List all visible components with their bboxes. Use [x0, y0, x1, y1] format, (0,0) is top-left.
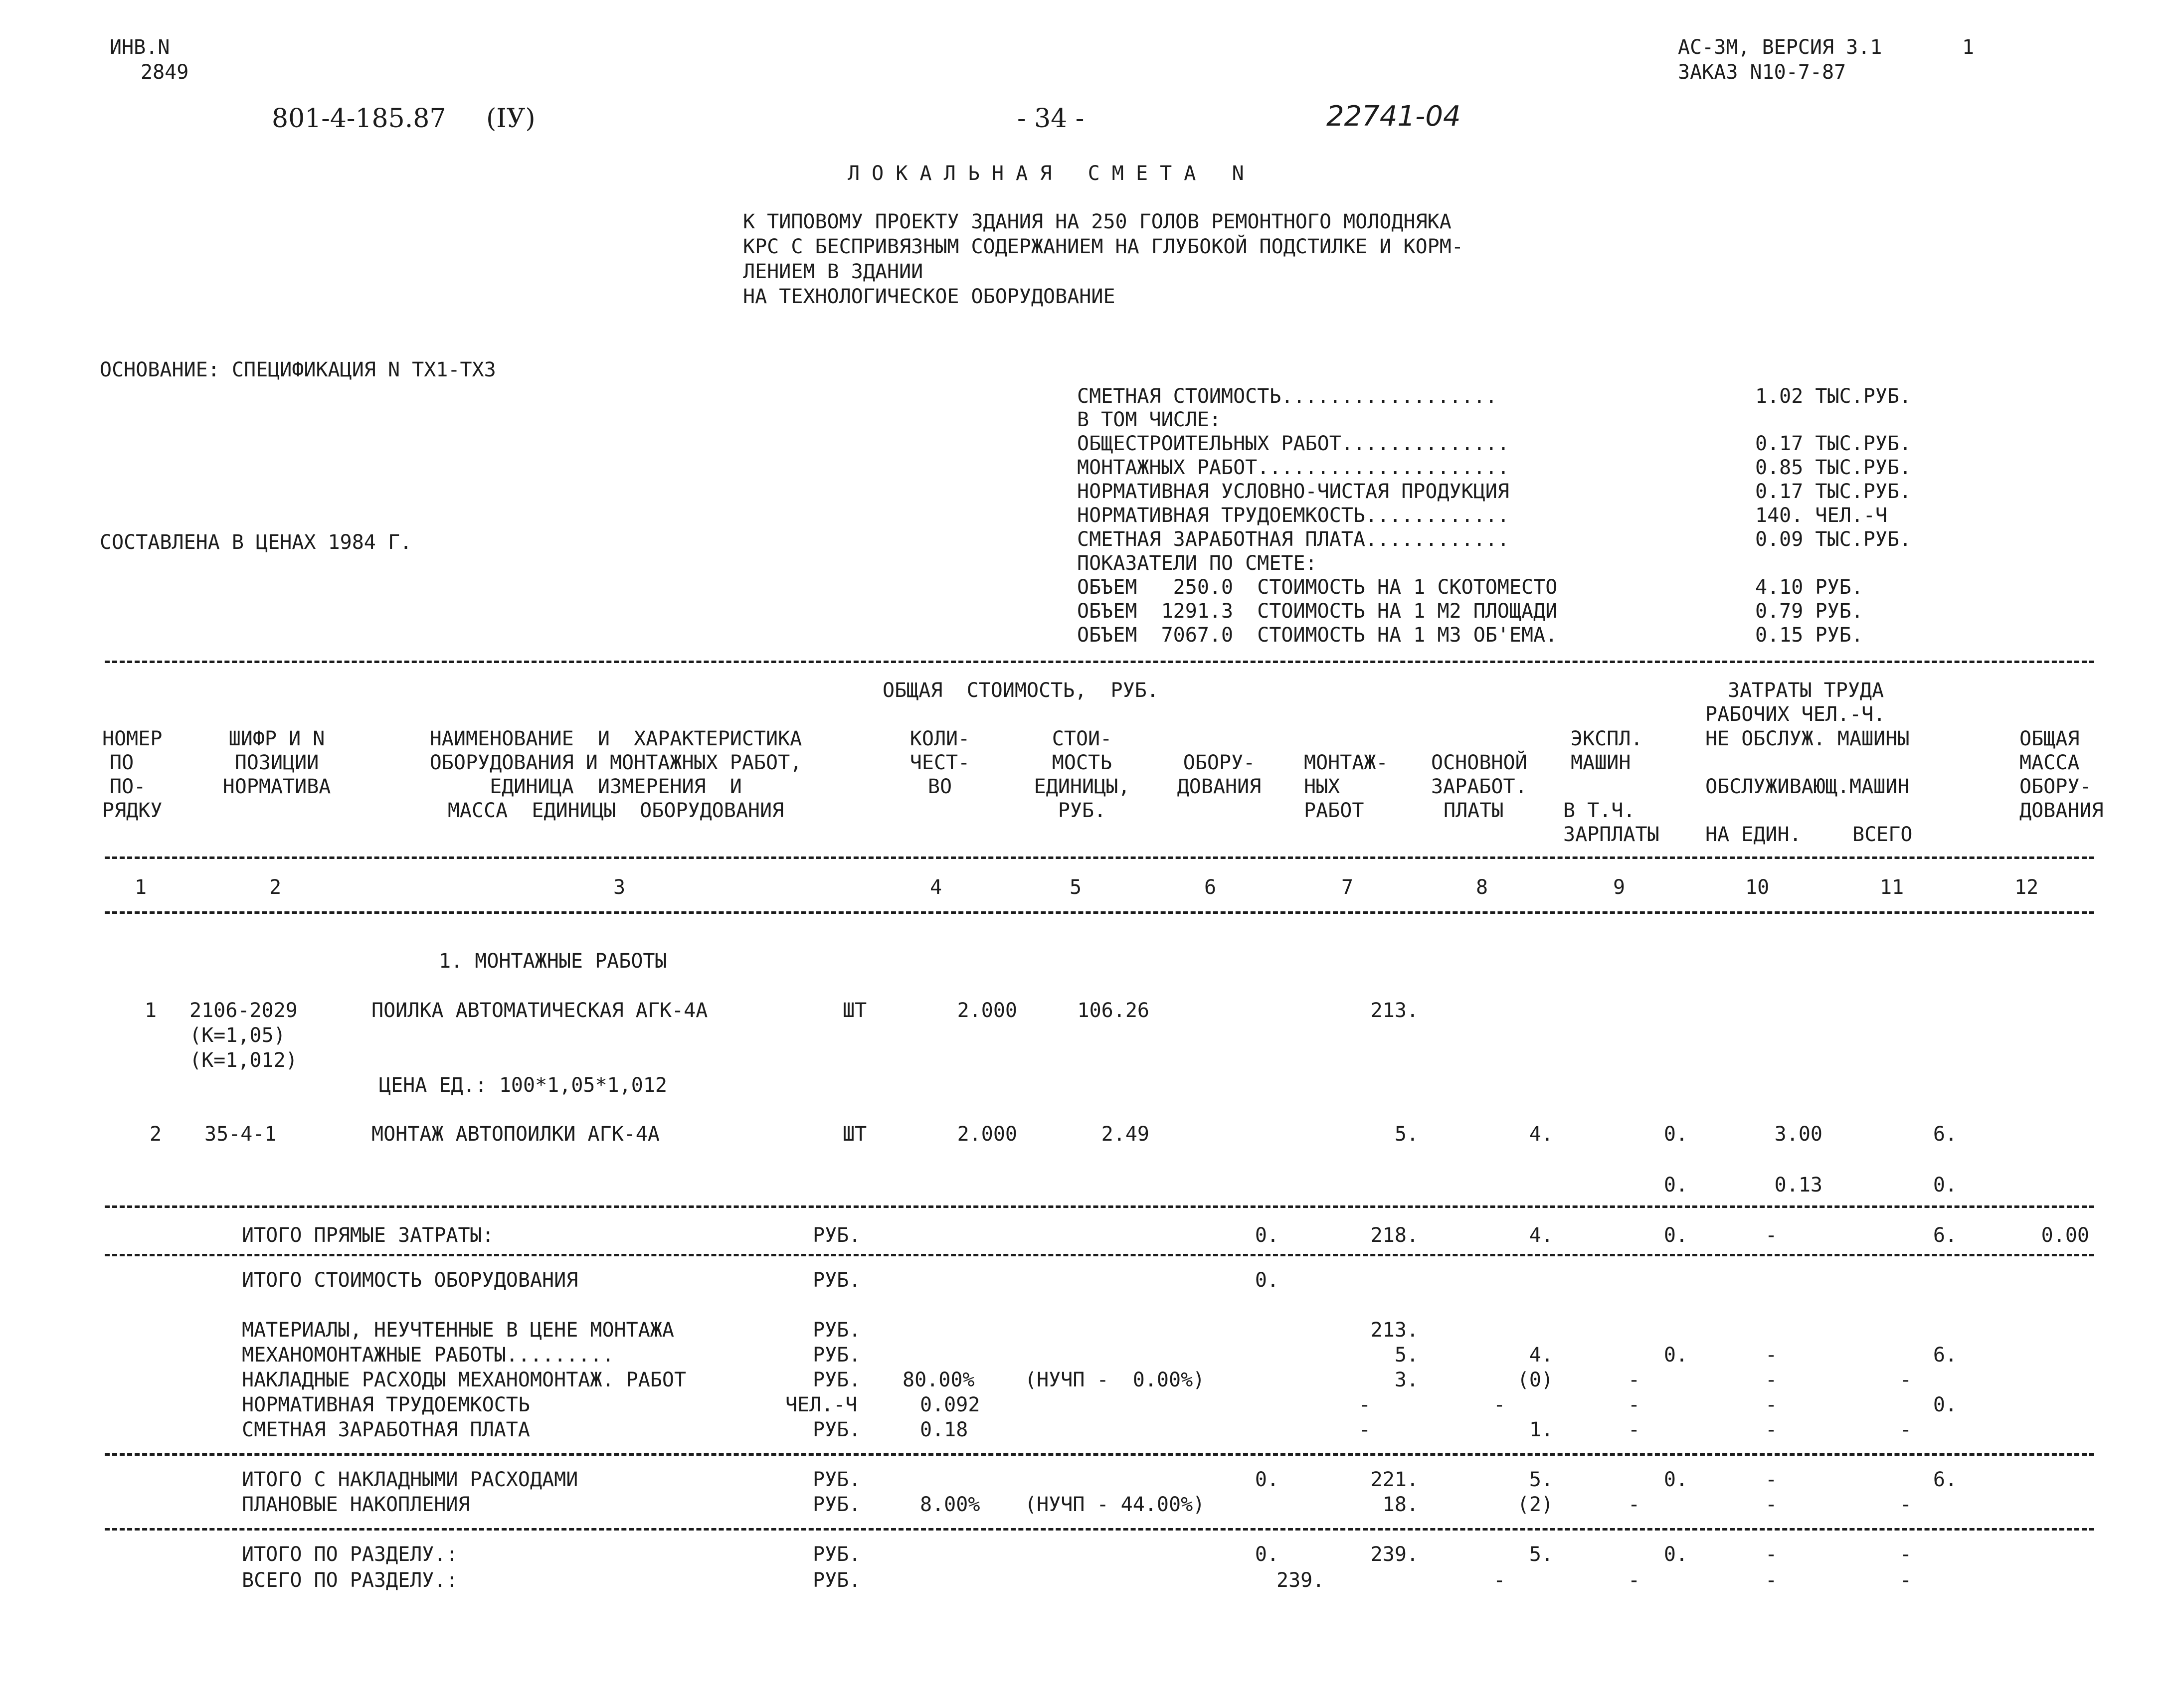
header-labor-unserved: НЕ ОБСЛУЖ. МАШИНЫ	[1705, 727, 1910, 750]
wage-fund-value: 0.18	[920, 1418, 968, 1441]
project-volume: (IУ)	[486, 104, 536, 134]
row-unit: ШТ	[843, 1123, 867, 1146]
header-col-1: ПО-	[110, 775, 146, 798]
with-overhead-wage: 5.	[1529, 1468, 1553, 1491]
total-direct-machines: 0.	[1663, 1224, 1688, 1247]
header-col-6: ОБОРУ-	[1183, 751, 1256, 774]
header-col-8: ПЛАТЫ	[1444, 799, 1504, 822]
total-equipment-value: 0.	[1255, 1269, 1279, 1292]
basis-line: ОСНОВАНИЕ: СПЕЦИФИКАЦИЯ N ТХ1-ТХ3	[100, 358, 496, 381]
section-total-equip: 0.	[1255, 1543, 1279, 1566]
planned-machines: -	[1628, 1493, 1640, 1516]
row-code: 2106-2029	[189, 999, 298, 1022]
summary-label: СМЕТНАЯ СТОИМОСТЬ..................	[1077, 385, 1497, 408]
row-qty: 2.000	[957, 999, 1017, 1022]
column-number: 8	[1476, 876, 1488, 899]
header-col-1: РЯДКУ	[102, 799, 163, 822]
section-grand-value: 239.	[1276, 1569, 1325, 1592]
with-overhead-unit: РУБ.	[813, 1468, 861, 1491]
column-number: 1	[135, 876, 147, 899]
header-col-10: НА ЕДИН.	[1705, 823, 1802, 846]
column-number: 10	[1745, 876, 1770, 899]
summary-label: МОНТАЖНЫХ РАБОТ.....................	[1077, 456, 1509, 479]
header-col-5: МОСТЬ	[1052, 751, 1112, 774]
row-price-note: ЦЕНА ЕД.: 100*1,05*1,012	[379, 1074, 667, 1097]
header-col-4: ВО	[927, 775, 952, 798]
materials-unit: РУБ.	[813, 1319, 861, 1342]
labor-norm-unit: ЧЕЛ.-Ч	[785, 1393, 858, 1416]
header-col-9: МАШИН	[1571, 751, 1631, 774]
row-unit-price: 2.49	[1101, 1123, 1149, 1146]
overhead-mount: 3.	[1394, 1368, 1419, 1391]
row-unit-price: 106.26	[1077, 999, 1149, 1022]
total-direct-mount: 218.	[1370, 1224, 1419, 1247]
table-divider	[105, 1528, 2094, 1531]
header-col-8: ОСНОВНОЙ	[1431, 751, 1527, 774]
summary-label: НОРМАТИВНАЯ УСЛОВНО-ЧИСТАЯ ПРОДУКЦИЯ	[1077, 480, 1509, 503]
header-col-9: ЗАРПЛАТЫ	[1563, 823, 1659, 846]
summary-value: 4.10 РУБ.	[1755, 576, 1863, 599]
total-direct-labor-unit: -	[1765, 1224, 1778, 1247]
summary-label: В ТОМ ЧИСЛЕ:	[1077, 408, 1221, 431]
header-col-5: СТОИ-	[1052, 727, 1112, 750]
planned-wage: (2)	[1517, 1493, 1553, 1516]
row-coefficient: (К=1,05)	[189, 1024, 286, 1047]
project-code: 801-4-185.87	[272, 104, 446, 134]
summary-label: ОБЪЕМ 250.0 СТОИМОСТЬ НА 1 СКОТОМЕСТО	[1077, 576, 1558, 599]
wage-fund-labor-unit: -	[1765, 1418, 1778, 1441]
section-grand-labor-unit: -	[1765, 1569, 1778, 1592]
row-machines: 0.	[1663, 1123, 1688, 1146]
summary-value: 1.02 ТЫС.РУБ.	[1755, 385, 1912, 408]
with-overhead-label: ИТОГО С НАКЛАДНЫМИ РАСХОДАМИ	[242, 1468, 578, 1491]
header-col-7: РАБОТ	[1304, 799, 1364, 822]
overhead-labor-total: -	[1900, 1368, 1912, 1391]
planned-labor-total: -	[1900, 1493, 1912, 1516]
row-qty: 2.000	[957, 1123, 1017, 1146]
section-total-labor-unit: -	[1765, 1543, 1778, 1566]
planned-nuchp: (НУЧП - 44.00%)	[1025, 1493, 1205, 1516]
wage-fund-machines: -	[1628, 1418, 1640, 1441]
total-direct-labor-total: 6.	[1933, 1224, 1957, 1247]
labor-norm-value: 0.092	[920, 1393, 980, 1416]
section-total-labor-total: -	[1900, 1543, 1912, 1566]
row-wage: 4.	[1529, 1123, 1553, 1146]
document-number: 22741-04	[1326, 100, 1461, 133]
overhead-unit: РУБ.	[813, 1368, 861, 1391]
header-col-8: ЗАРАБОТ.	[1431, 775, 1527, 798]
summary-value: 0.09 ТЫС.РУБ.	[1755, 528, 1912, 551]
header-col-2: ШИФР И N	[228, 727, 325, 750]
summary-value: 0.17 ТЫС.РУБ.	[1755, 480, 1912, 503]
section-grand-label: ВСЕГО ПО РАЗДЕЛУ.:	[242, 1569, 458, 1592]
total-direct-label: ИТОГО ПРЯМЫЕ ЗАТРАТЫ:	[242, 1224, 494, 1247]
header-col-9: В Т.Ч.	[1563, 799, 1635, 822]
title-line: К ТИПОВОМУ ПРОЕКТУ ЗДАНИЯ НА 250 ГОЛОВ РЕМОНТНОГО МОЛОДНЯКА	[743, 210, 1452, 233]
header-col-1: ПО	[110, 751, 134, 774]
header-col-3: ОБОРУДОВАНИЯ И МОНТАЖНЫХ РАБОТ,	[429, 751, 802, 774]
table-divider	[105, 1205, 2094, 1208]
mech-labor-unit: -	[1765, 1344, 1778, 1366]
total-direct-wage: 4.	[1529, 1224, 1553, 1247]
column-number: 11	[1880, 876, 1904, 899]
prices-year-line: СОСТАВЛЕНА В ЦЕНАХ 1984 Г.	[100, 531, 412, 554]
summary-label: ОБЩЕСТРОИТЕЛЬНЫХ РАБОТ..............	[1077, 432, 1509, 455]
header-labor-group: ЗАТРАТЫ ТРУДА	[1728, 679, 1884, 702]
with-overhead-labor-total: 6.	[1933, 1468, 1957, 1491]
header-col-12: МАССА	[2019, 751, 2080, 774]
row-name: ПОИЛКА АВТОМАТИЧЕСКАЯ АГК-4А	[371, 999, 708, 1022]
summary-label: НОРМАТИВНАЯ ТРУДОЕМКОСТЬ............	[1077, 504, 1509, 527]
wage-fund-unit: РУБ.	[813, 1418, 861, 1441]
total-equipment-label: ИТОГО СТОИМОСТЬ ОБОРУДОВАНИЯ	[242, 1269, 578, 1292]
labor-norm-label: НОРМАТИВНАЯ ТРУДОЕМКОСТЬ	[242, 1393, 530, 1416]
materials-label: МАТЕРИАЛЫ, НЕУЧТЕННЫЕ В ЦЕНЕ МОНТАЖА	[242, 1319, 674, 1342]
header-cost-group: ОБЩАЯ СТОИМОСТЬ, РУБ.	[883, 679, 1159, 702]
planned-unit: РУБ.	[813, 1493, 861, 1516]
wage-fund-wage: 1.	[1529, 1418, 1553, 1441]
column-number: 2	[269, 876, 282, 899]
header-col-2: НОРМАТИВА	[222, 775, 331, 798]
row-labor-total: 6.	[1933, 1123, 1957, 1146]
row-mount: 5.	[1394, 1123, 1419, 1146]
labor-norm-mass: 0.	[1933, 1393, 1957, 1416]
row-labor-unit: 3.00	[1774, 1123, 1822, 1146]
header-col-12: ОБОРУ-	[2019, 775, 2092, 798]
section-grand-wage: -	[1493, 1569, 1506, 1592]
overhead-rate: 80.00%	[903, 1368, 975, 1391]
column-number: 4	[930, 876, 942, 899]
order-number: ЗАКАЗ N10-7-87	[1678, 61, 1846, 84]
section-total-mount: 239.	[1370, 1543, 1419, 1566]
column-number: 7	[1341, 876, 1354, 899]
summary-label: ОБЪЕМ 7067.0 СТОИМОСТЬ НА 1 М3 ОБ'ЕМА.	[1077, 624, 1558, 647]
header-col-2: ПОЗИЦИИ	[234, 751, 319, 774]
header-col-4: ЧЕСТ-	[909, 751, 970, 774]
mech-unit: РУБ.	[813, 1344, 861, 1366]
labor-norm-machines: -	[1628, 1393, 1640, 1416]
labor-norm-mount: -	[1359, 1393, 1371, 1416]
summary-value: 0.85 ТЫС.РУБ.	[1755, 456, 1912, 479]
title-line: НА ТЕХНОЛОГИЧЕСКОЕ ОБОРУДОВАНИЕ	[743, 285, 1115, 308]
header-col-5: ЕДИНИЦЫ,	[1034, 775, 1130, 798]
page-number: - 34 -	[1017, 104, 1085, 134]
header-col-11: ВСЕГО	[1852, 823, 1913, 846]
table-divider	[105, 1254, 2094, 1256]
with-overhead-machines: 0.	[1663, 1468, 1688, 1491]
summary-value: 0.79 РУБ.	[1755, 600, 1863, 623]
summary-value: 0.17 ТЫС.РУБ.	[1755, 432, 1912, 455]
summary-label: СМЕТНАЯ ЗАРАБОТНАЯ ПЛАТА............	[1077, 528, 1509, 551]
header-col-5: РУБ.	[1058, 799, 1106, 822]
total-equipment-unit: РУБ.	[813, 1269, 861, 1292]
header-col-12: ДОВАНИЯ	[2019, 799, 2104, 822]
planned-mount: 18.	[1382, 1493, 1419, 1516]
row-machines-wage: 0.	[1663, 1174, 1688, 1196]
row-mount: 213.	[1370, 999, 1419, 1022]
table-divider	[105, 911, 2094, 914]
system-version: АС-3М, ВЕРСИЯ 3.1	[1678, 36, 1882, 59]
section-grand-labor-total: -	[1900, 1569, 1912, 1592]
total-direct-mass: 0.00	[2041, 1224, 2089, 1247]
mech-label: МЕХАНОМОНТАЖНЫЕ РАБОТЫ.........	[242, 1344, 614, 1366]
with-overhead-mount: 221.	[1370, 1468, 1419, 1491]
section-total-machines: 0.	[1663, 1543, 1688, 1566]
overhead-label: НАКЛАДНЫЕ РАСХОДЫ МЕХАНОМОНТАЖ. РАБОТ	[242, 1368, 687, 1391]
column-number: 5	[1070, 876, 1082, 899]
row-served-total: 0.	[1933, 1174, 1957, 1196]
header-col-9: ЭКСПЛ.	[1571, 727, 1643, 750]
header-col-4: КОЛИ-	[909, 727, 970, 750]
total-direct-unit: РУБ.	[813, 1224, 861, 1247]
inventory-number: 2849	[141, 61, 189, 84]
header-col-3: МАССА ЕДИНИЦЫ ОБОРУДОВАНИЯ	[447, 799, 784, 822]
column-number: 3	[613, 876, 626, 899]
header-labor-served: ОБСЛУЖИВАЮЩ.МАШИН	[1705, 775, 1910, 798]
labor-norm-labor-unit: -	[1765, 1393, 1778, 1416]
header-col-7: МОНТАЖ-	[1304, 751, 1388, 774]
header-col-3: ЕДИНИЦА ИЗМЕРЕНИЯ И	[490, 775, 742, 798]
column-number: 9	[1613, 876, 1626, 899]
header-col-3: НАИМЕНОВАНИЕ И ХАРАКТЕРИСТИКА	[429, 727, 802, 750]
section-grand-machines: -	[1628, 1569, 1640, 1592]
section-grand-unit: РУБ.	[813, 1569, 861, 1592]
title-line: ЛЕНИЕМ В ЗДАНИИ	[743, 260, 923, 283]
section-title: 1. МОНТАЖНЫЕ РАБОТЫ	[439, 950, 667, 973]
section-total-wage: 5.	[1529, 1543, 1553, 1566]
total-direct-equip: 0.	[1255, 1224, 1279, 1247]
mech-mount: 5.	[1394, 1344, 1419, 1366]
labor-norm-wage: -	[1493, 1393, 1506, 1416]
header-col-7: НЫХ	[1304, 775, 1340, 798]
table-divider	[105, 856, 2094, 859]
overhead-machines: -	[1628, 1368, 1640, 1391]
row-coefficient: (К=1,012)	[189, 1049, 298, 1072]
overhead-labor-unit: -	[1765, 1368, 1778, 1391]
wage-fund-label: СМЕТНАЯ ЗАРАБОТНАЯ ПЛАТА	[242, 1418, 530, 1441]
header-labor-group: РАБОЧИХ ЧЕЛ.-Ч.	[1705, 703, 1886, 726]
document-title: Л О К А Л Ь Н А Я С М Е Т А N	[848, 162, 1244, 185]
mech-wage: 4.	[1529, 1344, 1553, 1366]
planned-label: ПЛАНОВЫЕ НАКОПЛЕНИЯ	[242, 1493, 470, 1516]
materials-mount: 213.	[1370, 1319, 1419, 1342]
section-total-label: ИТОГО ПО РАЗДЕЛУ.:	[242, 1543, 458, 1566]
summary-value: 0.15 РУБ.	[1755, 624, 1863, 647]
overhead-wage: (0)	[1517, 1368, 1553, 1391]
row-served-unit: 0.13	[1774, 1174, 1822, 1196]
with-overhead-labor-unit: -	[1765, 1468, 1778, 1491]
header-col-6: ДОВАНИЯ	[1177, 775, 1262, 798]
column-number: 12	[2014, 876, 2039, 899]
header-col-12: ОБЩАЯ	[2019, 727, 2080, 750]
row-unit: ШТ	[843, 999, 867, 1022]
with-overhead-equip: 0.	[1255, 1468, 1279, 1491]
overhead-nuchp: (НУЧП - 0.00%)	[1025, 1368, 1205, 1391]
wage-fund-mount: -	[1359, 1418, 1371, 1441]
column-number: 6	[1204, 876, 1217, 899]
inventory-label: ИНВ.N	[110, 36, 170, 59]
mech-labor-total: 6.	[1933, 1344, 1957, 1366]
planned-labor-unit: -	[1765, 1493, 1778, 1516]
summary-label: ПОКАЗАТЕЛИ ПО СМЕТЕ:	[1077, 552, 1317, 575]
summary-label: ОБЪЕМ 1291.3 СТОИМОСТЬ НА 1 М2 ПЛОЩАДИ	[1077, 600, 1558, 623]
page-index: 1	[1962, 36, 1975, 59]
summary-value: 140. ЧЕЛ.-Ч	[1755, 504, 1887, 527]
title-line: КРС С БЕСПРИВЯЗНЫМ СОДЕРЖАНИЕМ НА ГЛУБОКОЙ ПОДСТИЛКЕ И КОРМ-	[743, 235, 1463, 258]
row-number: 2	[150, 1123, 162, 1146]
row-number: 1	[145, 999, 157, 1022]
section-total-unit: РУБ.	[813, 1543, 861, 1566]
wage-fund-labor-total: -	[1900, 1418, 1912, 1441]
table-divider	[105, 1453, 2094, 1456]
row-name: МОНТАЖ АВТОПОИЛКИ АГК-4А	[371, 1123, 660, 1146]
mech-machines: 0.	[1663, 1344, 1688, 1366]
table-divider	[105, 661, 2094, 663]
header-col-1: НОМЕР	[102, 727, 163, 750]
planned-rate: 8.00%	[920, 1493, 980, 1516]
row-code: 35-4-1	[204, 1123, 277, 1146]
